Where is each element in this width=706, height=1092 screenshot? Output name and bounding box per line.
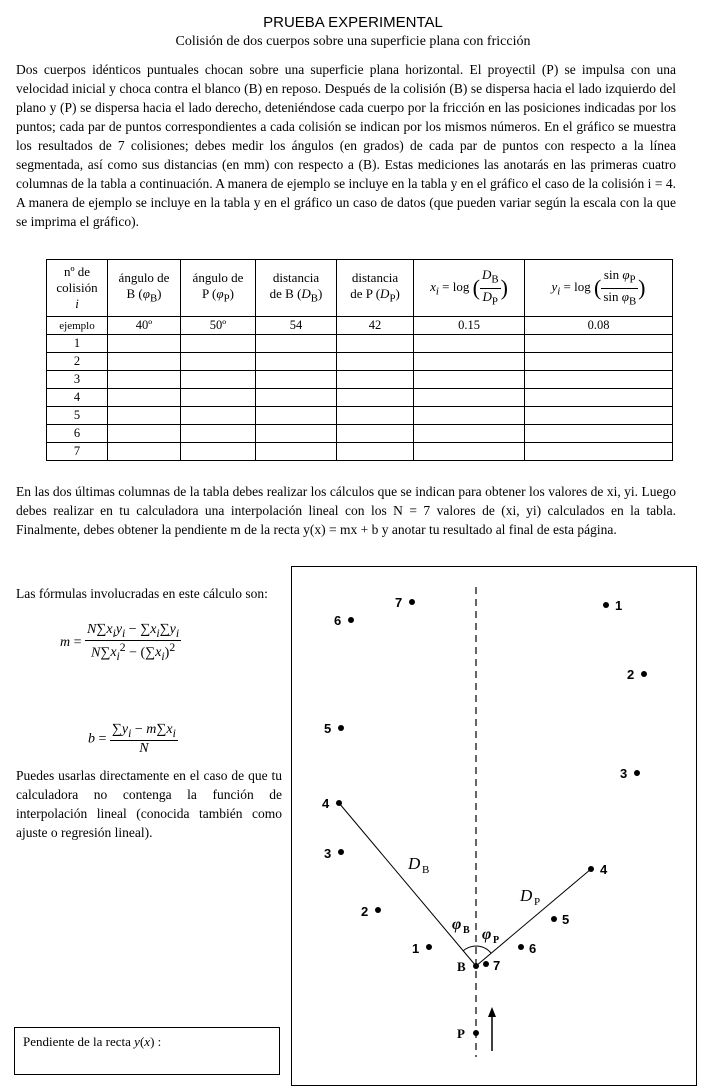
empty-cell[interactable] bbox=[108, 335, 181, 353]
arrow-icon bbox=[488, 1007, 496, 1017]
b-target-label: B bbox=[457, 959, 466, 974]
row-number: 2 bbox=[47, 353, 108, 371]
table-row bbox=[47, 425, 673, 443]
empty-cell[interactable] bbox=[108, 443, 181, 461]
p-label-6: 6 bbox=[529, 941, 537, 956]
empty-cell[interactable] bbox=[337, 443, 414, 461]
header-collision: nº de colisión i bbox=[47, 260, 108, 317]
p-label-2: 2 bbox=[627, 667, 635, 682]
label-phi-b-sub: B bbox=[463, 925, 470, 936]
row-number: 3 bbox=[47, 371, 108, 389]
empty-cell[interactable] bbox=[525, 443, 673, 461]
slope-answer-box[interactable] bbox=[14, 1027, 280, 1075]
empty-cell[interactable] bbox=[108, 353, 181, 371]
p-point-1 bbox=[603, 602, 609, 608]
empty-cell[interactable] bbox=[337, 425, 414, 443]
header-distance-p: distancia de P $(D_P)$ bbox=[337, 260, 414, 317]
empty-cell[interactable] bbox=[414, 335, 525, 353]
example-distance-p: 42 bbox=[337, 317, 414, 335]
b-target-point bbox=[473, 963, 479, 969]
empty-cell[interactable] bbox=[256, 407, 337, 425]
b-label-3: 3 bbox=[324, 846, 332, 861]
empty-cell[interactable] bbox=[256, 389, 337, 407]
empty-cell[interactable] bbox=[414, 443, 525, 461]
b-point-6 bbox=[348, 617, 354, 623]
page-title: PRUEBA EXPERIMENTAL bbox=[263, 14, 443, 31]
b-label-2: 2 bbox=[361, 904, 369, 919]
empty-cell[interactable] bbox=[181, 425, 256, 443]
data-table bbox=[46, 259, 673, 461]
row-number: 5 bbox=[47, 407, 108, 425]
example-xi: 0.15 bbox=[414, 317, 525, 335]
collision-graph bbox=[291, 566, 697, 1086]
p-label-7: 7 bbox=[493, 958, 501, 973]
empty-cell[interactable] bbox=[414, 389, 525, 407]
header-angle-b: ángulo de B $(\varphi_B)$ bbox=[108, 260, 181, 317]
example-distance-b: 54 bbox=[256, 317, 337, 335]
formula-intro: Las fórmulas involucradas en este cálculo son: bbox=[16, 586, 268, 601]
empty-cell[interactable] bbox=[525, 335, 673, 353]
header-distance-b: distancia de B $(D_B)$ bbox=[256, 260, 337, 317]
label-dp-sub: P bbox=[534, 896, 541, 908]
b-point-3 bbox=[338, 849, 344, 855]
b-point-7 bbox=[409, 599, 415, 605]
p-projectile-point bbox=[473, 1030, 479, 1036]
p-label-3: 3 bbox=[620, 766, 628, 781]
example-angle-p: 50º bbox=[181, 317, 256, 335]
page-subtitle: Colisión de dos cuerpos sobre una superficie plana con fricción bbox=[175, 34, 531, 49]
empty-cell[interactable] bbox=[181, 371, 256, 389]
empty-cell[interactable] bbox=[256, 425, 337, 443]
formula-intercept: b = $\frac{\sum y_i - m\sum x_i}{N}$ bbox=[88, 722, 176, 756]
p-label-1: 1 bbox=[615, 598, 623, 613]
label-dp: D bbox=[520, 886, 533, 905]
empty-cell[interactable] bbox=[525, 353, 673, 371]
arc-phi-p bbox=[476, 946, 491, 953]
table-header-row bbox=[47, 260, 673, 317]
empty-cell[interactable] bbox=[525, 425, 673, 443]
empty-cell[interactable] bbox=[181, 407, 256, 425]
label-phi-b: φ bbox=[452, 916, 462, 933]
empty-cell[interactable] bbox=[337, 371, 414, 389]
empty-cell[interactable] bbox=[337, 407, 414, 425]
example-yi: 0.08 bbox=[525, 317, 673, 335]
empty-cell[interactable] bbox=[256, 443, 337, 461]
table-row bbox=[47, 443, 673, 461]
row-number: 6 bbox=[47, 425, 108, 443]
empty-cell[interactable] bbox=[414, 353, 525, 371]
label-phi-p-sub: P bbox=[493, 935, 500, 946]
empty-cell[interactable] bbox=[525, 371, 673, 389]
p-point-6 bbox=[518, 944, 524, 950]
p-point-4 bbox=[588, 866, 594, 872]
p-point-7 bbox=[483, 961, 489, 967]
p-label-5: 5 bbox=[562, 912, 570, 927]
p-projectile-label: P bbox=[457, 1026, 465, 1041]
empty-cell[interactable] bbox=[337, 389, 414, 407]
calc-paragraph: En las dos últimas columnas de la tabla debes realizar los cálculos que se indican para obtener los valores de xi, yi. Luego debes realizar en tu calculadora una interpolación lineal con los N = 7 valores de (xi, yi) calculados en la tabla. Finalmente, debes obtener la pendiente m de la recta y(x) = mx + b y anotar tu resultado al final de esta página. bbox=[16, 484, 676, 537]
header-xi: $x_i = \log$ ( $\frac{D_B}{D_P}$ ) bbox=[414, 260, 525, 317]
empty-cell[interactable] bbox=[181, 443, 256, 461]
b-label-4: 4 bbox=[322, 796, 330, 811]
arc-phi-b bbox=[463, 946, 476, 951]
empty-cell[interactable] bbox=[108, 371, 181, 389]
b-point-1 bbox=[426, 944, 432, 950]
empty-cell[interactable] bbox=[108, 407, 181, 425]
table-row-example bbox=[47, 317, 673, 335]
example-angle-b: 40º bbox=[108, 317, 181, 335]
p-label-4: 4 bbox=[600, 862, 608, 877]
row-number: 4 bbox=[47, 389, 108, 407]
p-point-2 bbox=[641, 671, 647, 677]
p-point-3 bbox=[634, 770, 640, 776]
empty-cell[interactable] bbox=[525, 389, 673, 407]
row-number: 1 bbox=[47, 335, 108, 353]
formula-slope: m = $\frac{N\sum x_iy_i - \sum x_i\sum y_i}{N\sum x_i^2 - (\sum x_i)^2}$ bbox=[60, 622, 180, 664]
b-label-5: 5 bbox=[324, 721, 332, 736]
b-point-4 bbox=[336, 800, 342, 806]
table-row bbox=[47, 353, 673, 371]
table-row bbox=[47, 335, 673, 353]
table-row bbox=[47, 407, 673, 425]
b-points bbox=[322, 595, 432, 956]
example-label: ejemplo bbox=[47, 317, 108, 335]
label-db-sub: B bbox=[422, 864, 430, 876]
b-label-7: 7 bbox=[395, 595, 403, 610]
p-point-5 bbox=[551, 916, 557, 922]
b-point-5 bbox=[338, 725, 344, 731]
line-db bbox=[339, 803, 476, 966]
empty-cell[interactable] bbox=[256, 353, 337, 371]
empty-cell[interactable] bbox=[525, 407, 673, 425]
empty-cell[interactable] bbox=[337, 353, 414, 371]
table-row bbox=[47, 371, 673, 389]
b-label-6: 6 bbox=[334, 613, 342, 628]
row-number: 7 bbox=[47, 443, 108, 461]
empty-cell[interactable] bbox=[108, 425, 181, 443]
table-row bbox=[47, 389, 673, 407]
empty-cell[interactable] bbox=[414, 425, 525, 443]
b-point-2 bbox=[375, 907, 381, 913]
p-points bbox=[483, 598, 647, 973]
empty-cell[interactable] bbox=[256, 371, 337, 389]
empty-cell[interactable] bbox=[414, 371, 525, 389]
empty-cell[interactable] bbox=[414, 407, 525, 425]
formula-note: Puedes usarlas directamente en el caso de que tu calculadora no contenga la función de interpolación lineal (conocida también como ajuste o regresión lineal). bbox=[16, 768, 282, 840]
slope-label: Pendiente de la recta y(x) : bbox=[23, 1034, 162, 1049]
empty-cell[interactable] bbox=[181, 335, 256, 353]
intro-paragraph: Dos cuerpos idénticos puntuales chocan sobre una superficie plana horizontal. El proyectil (P) se impulsa con una velocidad inicial y choca contra el blanco (B) en reposo. Después de la colisión (B) se dispersa hacia el lado izquierdo del plano y (P) se dispersa hacia el lado derecho, deteniéndose cada cuerpo por la fricción en las posiciones indicadas por los puntos; cada par de puntos correspondientes a cada colisión se indican por los mismos números. En el gráfico se muestra los resultados de 7 colisiones; debes medir los ángulos (en grados) de cada par de puntos con respecto a la línea segmentada, así como sus distancias (en mm) con respecto a (B). Estas mediciones las anotarás en las primeras cuatro columnas de la tabla a continuación. A manera de ejemplo se incluye en la tabla y en el gráfico el caso de la colisión i = 4. A manera de ejemplo se incluye en la tabla y en el gráfico un caso de datos (que pueden variar según la escala con la que se imprima el gráfico). bbox=[16, 62, 676, 229]
label-phi-p: φ bbox=[482, 926, 492, 943]
empty-cell[interactable] bbox=[181, 389, 256, 407]
b-label-1: 1 bbox=[412, 941, 420, 956]
label-db: D bbox=[408, 854, 421, 873]
header-yi: $y_i = \log$ ( $\frac{\sin \varphi_P}{\sin \varphi_B}$ ) bbox=[525, 260, 673, 317]
header-angle-p: ángulo de P $(\varphi_P)$ bbox=[181, 260, 256, 317]
empty-cell[interactable] bbox=[337, 335, 414, 353]
empty-cell[interactable] bbox=[108, 389, 181, 407]
empty-cell[interactable] bbox=[256, 335, 337, 353]
empty-cell[interactable] bbox=[181, 353, 256, 371]
